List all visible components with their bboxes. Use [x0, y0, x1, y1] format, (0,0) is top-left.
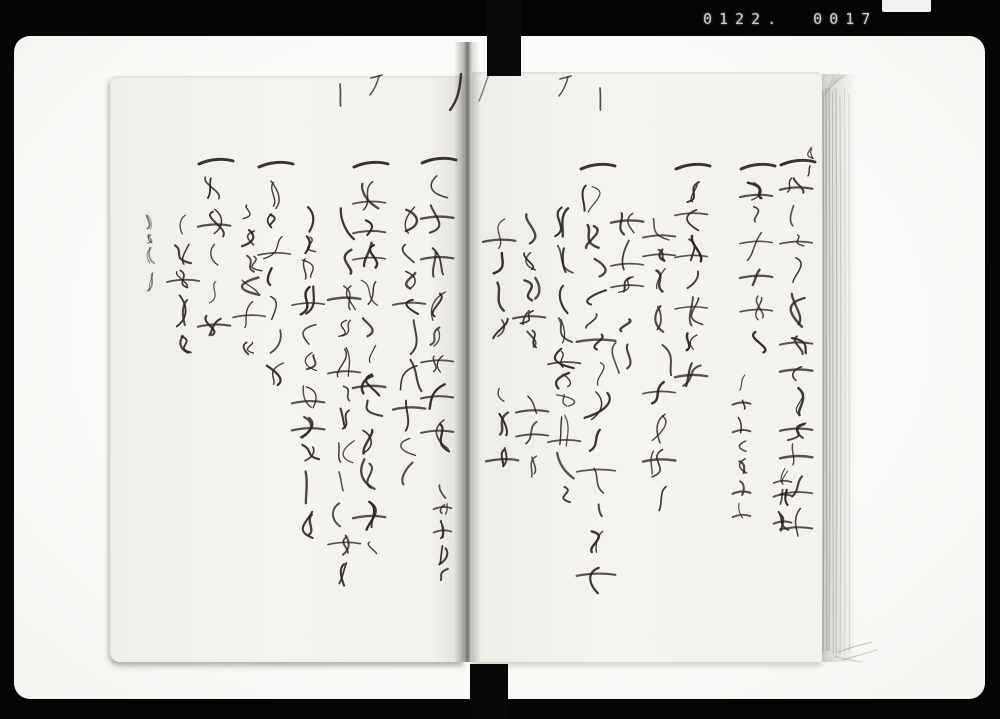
film-notch	[882, 0, 931, 12]
center-tab-bottom	[470, 664, 508, 719]
frame-counter: 0122. 0017	[703, 10, 878, 28]
center-tab-top	[487, 0, 521, 76]
